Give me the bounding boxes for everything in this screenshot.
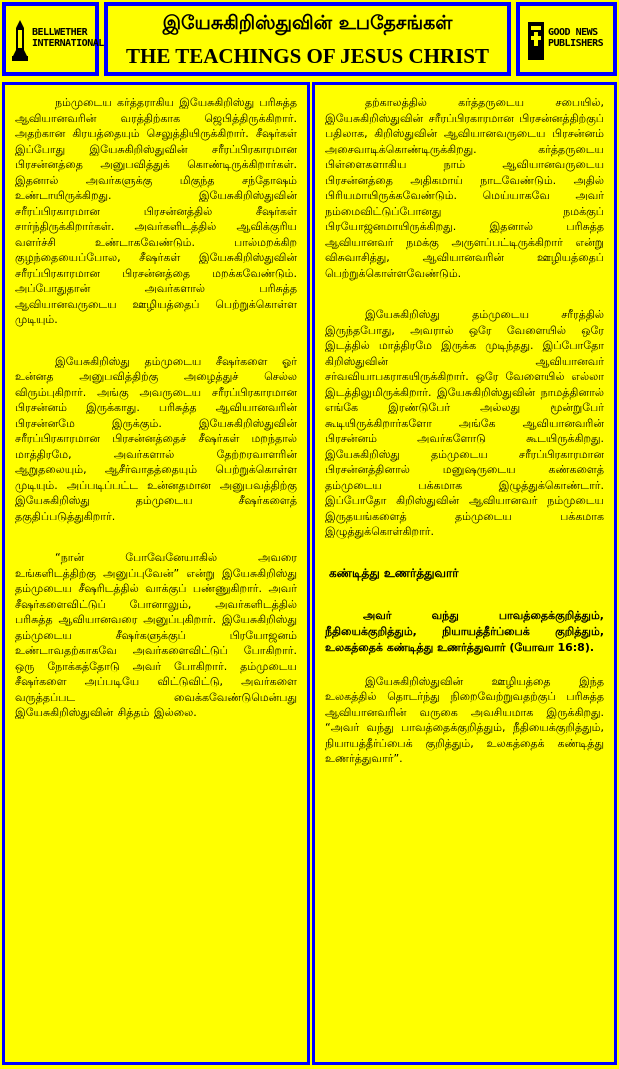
scripture-verse: அவர் வந்து பாவத்தைக்குறித்தும், நீதியைக்குறித்தும், நியாயத்தீர்ப்பைக் குறித்தும், உலகத்தைக் கண்டித்து உணர்த்துவார் (யோவா 16:8). — [325, 608, 604, 654]
left-column-content — [15, 95, 297, 747]
paragraph: இயேசுகிறிஸ்து தம்முடைய சீஷர்களை ஓர் உன்னத அனுபவித்திற்கு அழைத்துச் செல்ல விரும்புகிறார். அங்கு அவருடைய சரீரப்பிரகாரமான பிரசன்னம் இருக்காது. பரிசுத்த ஆவியானவரின் பிரசன்னமே இருக்கும். இயேசுகிறிஸ்துவின் சரீரப்பிரகாரமான பிரசன்னத்தைச் சீஷர்கள் மறந்தால் மாத்திரமே, அவர்களால் தேற்றரவாளரின் ஆறுதலையும், ஆசீர்வாதத்தையும் பெற்றுக்கொள்ள முடியும். அப்படிப்பட்ட உன்னதமான அனுபவத்திற்கு இயேசுகிறிஸ்து தம்முடைய சீஷர்களைத் தகுதிப்படுத்துகிறார். — [15, 354, 297, 523]
bible-logo-icon — [526, 18, 546, 64]
publisher-logo-left — [2, 2, 104, 76]
good-news-logo — [526, 18, 608, 64]
section-heading: கண்டித்து உணர்த்துவார் — [329, 565, 459, 580]
left-column — [2, 82, 310, 1065]
header — [0, 0, 619, 82]
right-logo-text: GOOD NEWS PUBLISHERS — [548, 27, 604, 49]
title-english: THE TEACHINGS OF JESUS CHRIST — [126, 44, 489, 68]
paragraph: நம்முடைய கர்த்தராகிய இயேசுகிறிஸ்து பரிசுத்த ஆவியானவரின் வரத்திற்காக ஜெபித்திருக்கிறார். அதற்கான கிரயத்தையும் செலுத்தியிருக்கிறார். சீஷர்கள் இப்போது இயேசுகிறிஸ்துவின் சரீரப்பிரகாரமான பிரசன்னத்தை அனுபவித்துக் கொண்டிருக்கிறார்கள். இதனால் அவர்களுக்கு மிகுந்த சந்தோஷம் உண்டாயிருக்கிறது. இயேசுகிறிஸ்துவின் சரீரப்பிரகாரமான பிரசன்னத்தில் சீஷர்கள் சார்ந்திருக்கிறார்கள். அவர்களிடத்தில் ஆவிக்குரிய வளர்ச்சி உண்டாகவேண்டும். பால்மறக்கிற குழந்தையைப்போல, சீஷர்கள் இயேசுகிறிஸ்துவின் சரீரப்பிரகாரமான பிரசன்னத்தை மறக்கவேண்டும். அப்போதுதான் அவர்களால் பரிசுத்த ஆவியானவருடைய ஊழியத்தைப் பெற்றுக்கொள்ள முடியும். — [15, 96, 297, 326]
paragraph: இயேசுகிறிஸ்து தம்முடைய சரீரத்தில் இருந்தபோது, அவரால் ஒரே வேளையில் ஒரே இடத்தில் மாத்திரமே இருக்க முடிந்தது. இப்போதோ கிறிஸ்துவின் ஆவியானவர் சர்வவியாபகராகயிருக்கிறார். ஒரே வேளையில் எல்லா இடத்திலுமிருக்கிறார். இயேசுகிறிஸ்துவின் நாமத்தினால் எங்கே இரண்டுபேர் அல்லது மூன்றுபேர் கூடியிருக்கிறார்களோ அங்கே ஆவியானவரின் பிரசன்னம் அவர்களோடு கூடயிருக்கிறது. இயேசுகிறிஸ்து தம்முடைய சரீரப்பிரகாரமான பிரசன்னத்தினால் மனுஷருடைய கண்களைத் தம்முடைய பக்கமாக இழுத்துக்கொண்டார். இப்போதோ கிறிஸ்துவின் ஆவியானவர் நம்முடைய இருதயங்களைத் தம்முடைய பக்கமாக இழுத்துக்கொள்கிறார். — [325, 308, 604, 538]
right-column-content — [325, 95, 604, 793]
paragraph: இயேசுகிறிஸ்துவின் ஊழியத்தை இந்த உலகத்தில் தொடர்ந்து நிறைவேற்றுவதற்குப் பரிசுத்த ஆவியானவரின் வருகை அவசியமாக இருக்கிறது. “அவர் வந்து பாவத்தைக்குறித்தும், நீதியைக்குறித்தும், நியாயத்தீர்ப்பைக் குறித்தும், உலகத்தைக் கண்டித்து உணர்த்துவார்”. — [325, 674, 604, 765]
paragraph: “நான் போவேனேயாகில் அவரை உங்களிடத்திற்கு அனுப்புவேன்” என்று இயேசுகிறிஸ்து தம்முடைய சீஷரிடத்தில் வாக்குப் பண்ணுகிறார். அவர் சீஷர்களைவிட்டுப் போனாலும், அவர்களிடத்தில் பரிசுத்த ஆவியானவரை அனுப்புகிறார். இயேசுகிறிஸ்து தம்முடைய சீஷர்களுக்குப் பிரயோஜனம் உண்டாவதற்காகவே அவர்களைவிட்டுப் போகிறார். ஒரு நோக்கத்தோடு அவர் போகிறார். தம்முடைய சீஷர்களை அப்படியே விட்டுவிட்டு, அவர்களை வருத்தப்பட வைக்கவேண்டுமென்பது இயேசுகிறிஸ்துவின் சித்தம் இல்லை. — [15, 551, 297, 719]
left-logo-text: BELLWETHER INTERNATIONAL — [32, 27, 104, 49]
title-tamil: இயேசுகிறிஸ்துவின் உபதேசங்கள் — [162, 12, 453, 34]
title-box — [104, 2, 511, 76]
bellwether-logo-icon — [10, 18, 30, 64]
paragraph: தற்காலத்தில் கர்த்தருடைய சபையில், இயேசுகிறிஸ்துவின் சரீரப்பிரகாரமான பிரசன்னத்திற்குப் பதிலாக, கிறிஸ்துவின் ஆவியானவருடைய பிரசன்னம் அசைவாடிக்கொண்டிருக்கிறது. கர்த்தருடைய பிள்ளைகளாகிய நாம் ஆவியானவருடைய பிரசன்னத்தை அதிகமாய் நாடவேண்டும். அதில் பிரியமாயிருக்கவேண்டும். மெய்யாகவே அவர் நம்மைவிட்டுப்போனது நமக்குப் பிரயோஜனமாயிருக்கிறது. இதனால் பரிசுத்த ஆவியானவர் நமக்கு அருளப்பட்டிருக்கிறார் என்று விசுவாசித்து, ஆவியானவரின் ஊழியத்தைப் பெற்றுக்கொள்ளவேண்டும். — [325, 96, 604, 280]
publisher-logo-right — [516, 2, 617, 76]
bellwether-logo — [10, 18, 104, 64]
right-column — [312, 82, 617, 1065]
